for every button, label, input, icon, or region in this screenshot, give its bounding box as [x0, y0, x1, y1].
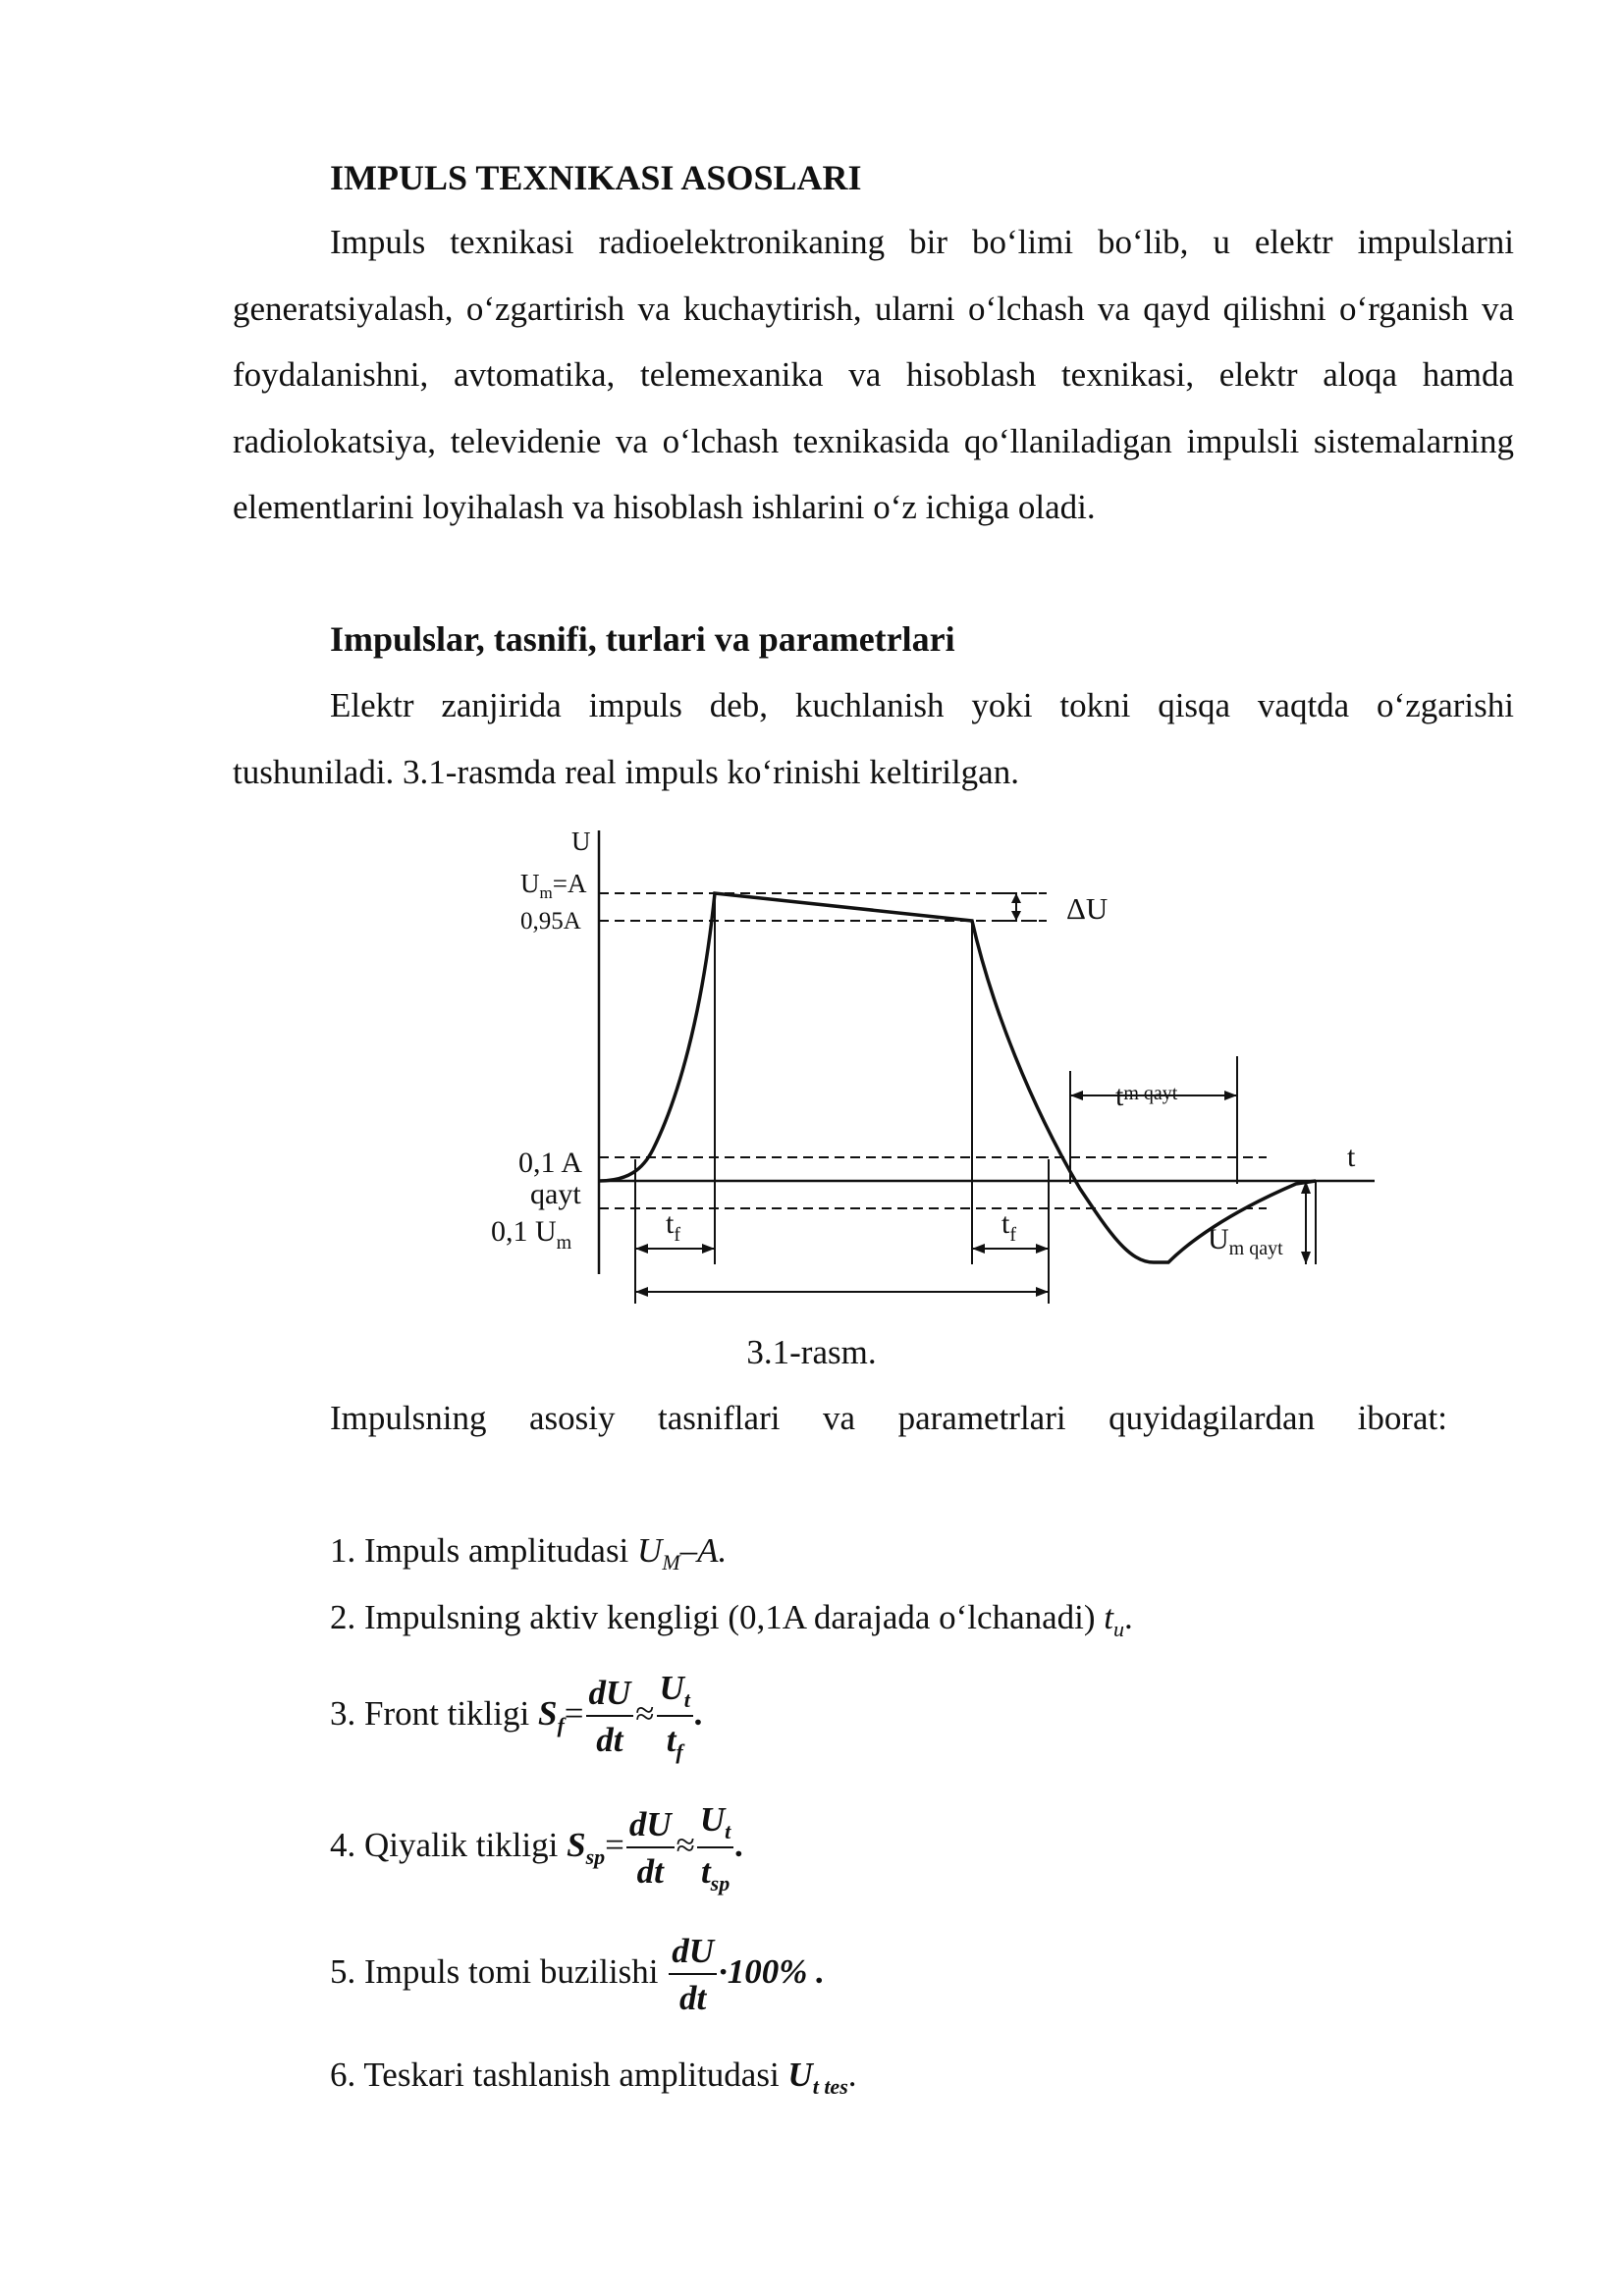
list-item-amplitude: 1. Impuls amplitudasi $U_M-A$.: [330, 1531, 728, 1575]
label-um-qayt: $U_{m qayt}$: [1208, 1223, 1283, 1259]
label-tf-front: $t_f$: [666, 1207, 681, 1246]
front-steepness-ratio: $\frac{U_t}{t_f}$: [657, 1669, 693, 1765]
definition-paragraph: [233, 672, 1514, 805]
list-item-slope-steepness: 4. Qiyalik tikligi $S_{sp}=$ $\frac{dU}{dt}$ ≈ $\frac{U_t}{t_{sp}}$ .: [330, 1800, 745, 1896]
top-distortion-derivative: $\frac{dU}{dt}$: [669, 1932, 717, 2018]
slope-steepness-derivative: $\frac{dU}{dt}$: [626, 1805, 675, 1892]
impulse-waveform: [599, 893, 1316, 1262]
list-item-reverse-amplitude: 6. Teskari tashlanish amplitudasi $U_{t tes}$.: [330, 2056, 857, 2099]
intro-paragraph-text: Impuls texnikasi radioelektronikaning bir bo‘limi bo‘lib, u elektr impulslarni generatsiyalash, o‘zgartirish va kuchaytirish, ularni o‘lchash va qayd qilishni o‘rganish va foydalanishni, avtomatika, telemexanika va hisoblash texnikasi, elektr aloqa hamda radiolokatsiya, televidenie va o‘lchash texnikasida qo‘llaniladigan impulsli sistemalarning elementlarini loyihalash va hisoblash ishlarini o‘z ichiga oladi.: [233, 223, 1514, 526]
label-t-axis: t: [1347, 1141, 1356, 1173]
label-095a: 0,95A: [520, 908, 581, 934]
front-steepness-derivative: $\frac{dU}{dt}$: [586, 1674, 634, 1760]
label-delta-u: ΔU: [1066, 891, 1109, 926]
list-item-front-steepness: 3. Front tikligi $S_f=$ $\frac{dU}{dt}$ ≈ $\frac{U_t}{t_f}$ .: [330, 1669, 704, 1764]
label-01-um: 0,1 $U_m$: [491, 1215, 572, 1254]
definition-paragraph-text: Elektr zanjirida impuls deb, kuchlanish yoki tokni qisqa vaqtda o‘zgarishi tushuniladi. 3.1-rasmda real impuls ko‘rinishi keltirilgan.: [233, 686, 1514, 791]
section-heading: IMPULS TEXNIKASI ASOSLARI: [330, 158, 862, 197]
label-u: U: [571, 827, 591, 856]
subsection-heading: Impulslar, tasnifi, turlari va parametrlari: [330, 619, 955, 659]
figure-caption: 3.1-rasm.: [746, 1333, 877, 1371]
impulse-waveform-figure: [481, 821, 1384, 1331]
parameters-intro: Impulsning asosiy tasniflari va parametrlari quyidagilardan iborat:: [330, 1399, 1447, 1437]
label-qayt: qayt: [530, 1178, 581, 1210]
intro-paragraph: [233, 209, 1514, 541]
slope-steepness-ratio: $\frac{U_t}{t_{sp}}$: [697, 1800, 733, 1896]
label-01a: 0,1 A: [518, 1147, 583, 1179]
label-um-a: $U_m=A$: [520, 869, 587, 902]
list-item-top-distortion: 5. Impuls tomi buzilishi $\frac{dU}{dt}$ ·100% .: [330, 1932, 825, 2017]
label-tm-qayt: $t^{m qayt}$: [1115, 1080, 1178, 1112]
list-item-active-width: 2. Impulsning aktiv kengligi (0,1A darajada o‘lchanadi) $t_u$.: [330, 1598, 1133, 1641]
label-tf-decay: $t_f$: [1001, 1207, 1017, 1246]
